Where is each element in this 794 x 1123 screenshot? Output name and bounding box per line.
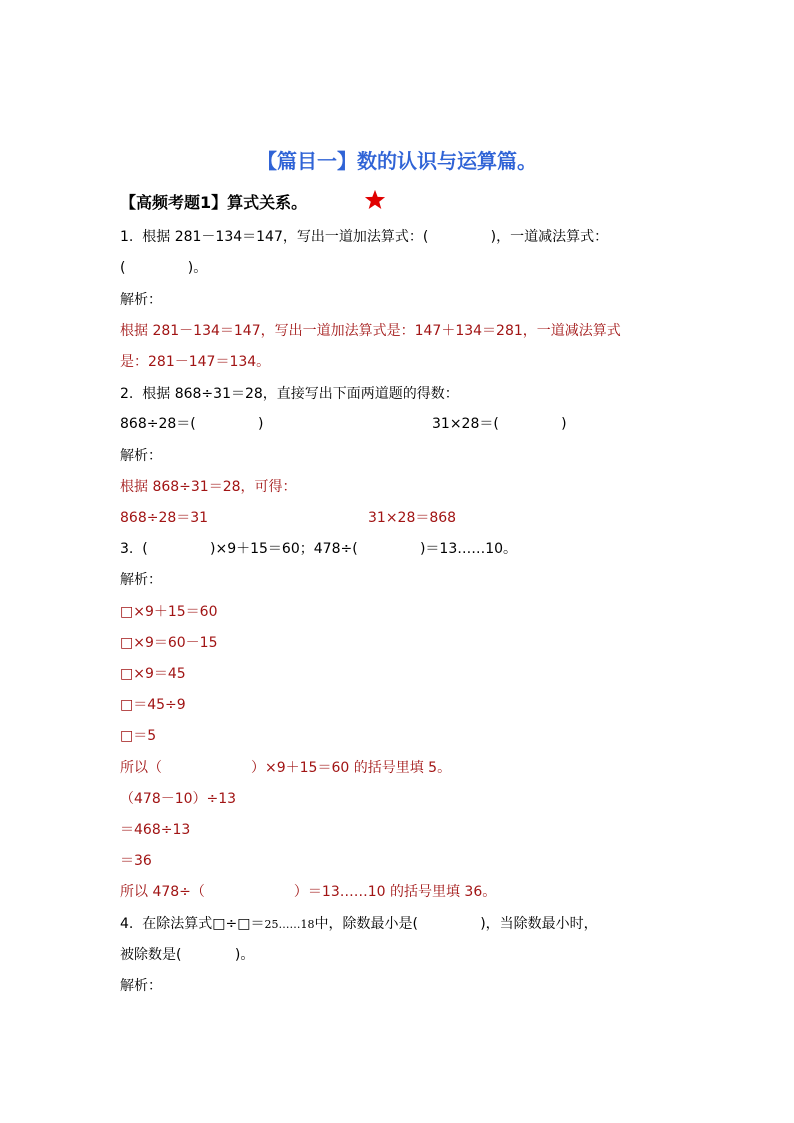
- q3-conclusion-1: 所以（ ）×9＋15＝60 的括号里填 5。: [120, 760, 452, 776]
- q2-left-expression: 868÷28＝( ): [120, 416, 264, 432]
- q3-step: （478－10）÷13: [120, 791, 237, 807]
- q2-jiexi-label: 解析：: [120, 448, 162, 464]
- page-title: 【篇目一】数的认识与运算篇。: [257, 149, 537, 173]
- q3-step: ＝36: [120, 853, 152, 869]
- q2-text-line1: 2. 根据 868÷31＝28，直接写出下面两道题的得数：: [120, 386, 459, 402]
- q3-jiexi-label: 解析：: [120, 572, 162, 588]
- q3-step: □×9＝60－15: [120, 635, 218, 651]
- q3-step: □＝45÷9: [120, 697, 186, 713]
- q3-step: □＝5: [120, 728, 157, 744]
- q4-jiexi-label: 解析：: [120, 978, 162, 994]
- q2-right-expression: 31×28＝( ): [432, 416, 567, 432]
- q1-answer-line1: 根据 281－134＝147，写出一道加法算式是：147＋134＝281，一道减法算式: [120, 323, 621, 339]
- q4-text-part-b: 中，除数最小是( )，当除数最小时，: [314, 916, 598, 932]
- q1-text-line2: ( )。: [120, 260, 208, 276]
- q4-text-line2: 被除数是( )。: [120, 947, 255, 963]
- q3-step: □×9＝45: [120, 666, 186, 682]
- q3-conclusion-2: 所以 478÷（ ）＝13……10 的括号里填 36。: [120, 884, 497, 900]
- q4-formula: 25……18: [264, 918, 315, 931]
- q3-step: □×9＋15＝60: [120, 604, 218, 620]
- q3-text-line1: 3. ( )×9＋15＝60；478÷( )＝13……10。: [120, 541, 518, 557]
- q2-answer-line1: 根据 868÷31＝28，可得：: [120, 479, 297, 495]
- q4-text-line1: [120, 914, 598, 935]
- section-heading: 【高频考题1】算式关系。: [120, 193, 308, 212]
- q2-answer-right: 31×28＝868: [368, 510, 457, 526]
- q3-step: ＝468÷13: [120, 822, 191, 838]
- q1-text-line1: 1. 根据 281－134＝147，写出一道加法算式：( )，一道减法算式：: [120, 229, 609, 245]
- q2-answer-left: 868÷28＝31: [120, 510, 209, 526]
- q1-answer-line2: 是：281－147＝134。: [120, 354, 271, 370]
- q4-text-part-a: 4. 在除法算式□÷□＝: [120, 916, 265, 932]
- q1-jiexi-label: 解析：: [120, 292, 162, 308]
- star-icon: [364, 189, 386, 211]
